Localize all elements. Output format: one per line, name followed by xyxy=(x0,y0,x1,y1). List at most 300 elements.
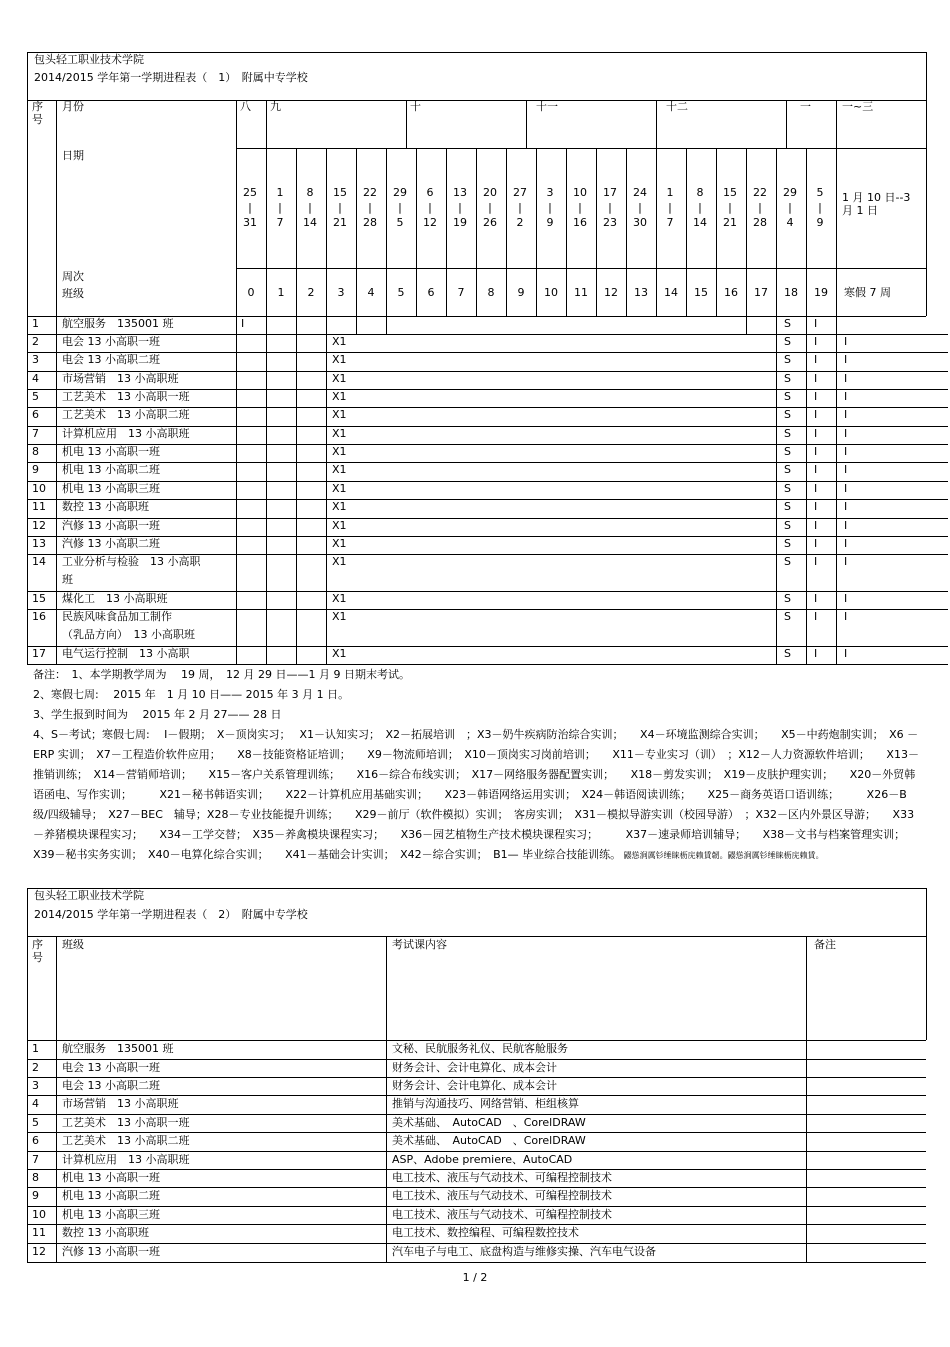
date-start: 29 xyxy=(393,186,407,199)
row-rule xyxy=(27,518,948,519)
row-rule xyxy=(27,499,948,500)
table2-header-rule xyxy=(27,936,926,937)
row-mark-winter: I xyxy=(844,353,848,366)
row-mark-x1: X1 xyxy=(332,610,347,623)
row-mark-winter: I xyxy=(844,647,848,660)
date-end: 23 xyxy=(603,216,617,229)
note-3: 3、学生报到时间为 2015 年 2 月 27—— 28 日 xyxy=(33,708,282,721)
seq-col-rule xyxy=(56,100,57,664)
class-header-2: 班级 xyxy=(62,938,84,951)
week-number: 15 xyxy=(694,286,708,299)
row-mark-exam: S xyxy=(784,647,791,660)
table2-row-rule xyxy=(27,1206,926,1207)
row-rule xyxy=(27,334,948,335)
date-end: 14 xyxy=(303,216,317,229)
row-rule xyxy=(27,481,948,482)
body-col-rule xyxy=(296,316,297,664)
class-name-2: 电会 13 小高职一班 xyxy=(62,1061,160,1074)
month-header: 月份 xyxy=(62,100,84,113)
class-name: 机电 13 小高职三班 xyxy=(62,482,160,495)
week-number: 0 xyxy=(247,286,255,299)
class-name: 煤化工 13 小高职班 xyxy=(62,592,168,605)
table2-row-rule xyxy=(27,1187,926,1188)
table2-row-rule xyxy=(27,1224,926,1225)
class-name-cont: 班 xyxy=(62,573,73,586)
date-separator: | xyxy=(458,201,462,214)
table2-row-rule xyxy=(27,1243,926,1244)
row-mark-x1: X1 xyxy=(332,500,347,513)
row-mark-holiday: I xyxy=(814,353,818,366)
table2-title: 2014/2015 学年第一学期进程表（ 2） 附属中专学校 xyxy=(34,908,308,921)
month-col-rule xyxy=(266,100,267,148)
date-separator: | xyxy=(248,201,252,214)
row-mark-winter: I xyxy=(844,372,848,385)
date-separator: | xyxy=(368,201,372,214)
date-start: 29 xyxy=(783,186,797,199)
date-start: 22 xyxy=(753,186,767,199)
row-number-2: 10 xyxy=(32,1208,46,1221)
row-mark-winter: I xyxy=(844,408,848,421)
exam-content: 美术基础、 AutoCAD 、CorelDRAW xyxy=(392,1116,586,1129)
row-mark-holiday: I xyxy=(814,610,818,623)
exam-content: 电工技术、液压与气动技术、可编程控制技术 xyxy=(392,1208,612,1221)
month-label: 一 xyxy=(800,100,811,113)
week-number: 14 xyxy=(664,286,678,299)
row-mark-holiday: I xyxy=(814,519,818,532)
row-mark-holiday: I xyxy=(814,335,818,348)
class-name-2: 工艺美术 13 小高职二班 xyxy=(62,1134,190,1147)
exam-content: 汽车电子与电工、底盘构造与维修实操、汽车电气设备 xyxy=(392,1245,656,1258)
date-end: 12 xyxy=(423,216,437,229)
row-mark-exam: S xyxy=(784,372,791,385)
row-mark-winter: I xyxy=(844,500,848,513)
body-col-rule xyxy=(356,316,357,334)
date-end: 9 xyxy=(546,216,554,229)
row-mark-x1: X1 xyxy=(332,537,347,550)
class-name: 机电 13 小高职二班 xyxy=(62,463,160,476)
class-name: 电会 13 小高职一班 xyxy=(62,335,160,348)
body-col-rule xyxy=(806,316,807,664)
date-separator: | xyxy=(308,201,312,214)
row-mark-exam: S xyxy=(784,445,791,458)
row-mark-exam: S xyxy=(784,353,791,366)
row-mark-winter: I xyxy=(844,482,848,495)
week-number: 11 xyxy=(574,286,588,299)
row-mark-x1: X1 xyxy=(332,427,347,440)
class-name: 工艺美术 13 小高职二班 xyxy=(62,408,190,421)
row-mark-winter: I xyxy=(844,427,848,440)
row-mark-x1: X1 xyxy=(332,353,347,366)
row-mark-x1: X1 xyxy=(332,445,347,458)
week-number: 17 xyxy=(754,286,768,299)
date-separator: | xyxy=(818,201,822,214)
date-start: 15 xyxy=(723,186,737,199)
date-end: 5 xyxy=(396,216,404,229)
row-number: 3 xyxy=(32,353,39,366)
row-number-2: 5 xyxy=(32,1116,39,1129)
note-4-text: 4、S－考试；寒假七周: I－假期； X－顶岗实习； X1－认知实习； X2－拓展培训 ；X3－奶牛疾病防治综合实训； X4－环境监测综合实训； X5－中药炮制实训； X6 －ERP 实训； X7－工程造价软件应用； X8－技能资格证培训； X9－物流师培训； X10－顶岗实习岗前培训； X11－专业实习（训） ；X12－人力资源软件培训； X13－推销训练； X14－营销师培训； X15－客户关系管理训练； X16－综合布线实训； X17－网络服务器配置实训； X18－剪发实训； X19－皮肤护理实训； X20－外贸韩语函电、写作实训； X21－秘书韩语实训； X22－计算机应用基础实训； X23－韩语网络运用实训； X24－韩语阅读训练； X25－商务英语口语训练； X26－B 级/四级辅导； X27－BEC 辅导；X28－专业技能提升训练； X29－前厅（软件模拟）实训； 客房实训； X31－模拟导游实训（校园导游） ；X32－区内外景区导游； X33－养猪模块课程实习； X34－工学交替； X35－养禽模块课程实习； X36－园艺植物生产技术模块课程实习； X37－速录师培训辅导； X38－文书与档案管理实训； X39－秘书实务实训； X40－电算化综合实训； X41－基础会计实训； X42－综合实训； B1— 毕业综合技能训练。 xyxy=(33,728,922,861)
date-separator: | xyxy=(278,201,282,214)
winter-week: 寒假 7 周 xyxy=(844,286,891,299)
table2-right-rule xyxy=(926,888,927,1040)
row-number-2: 6 xyxy=(32,1134,39,1147)
date-separator: | xyxy=(608,201,612,214)
class-name: 数控 13 小高职班 xyxy=(62,500,149,513)
date-end: 30 xyxy=(633,216,647,229)
class-name: 民族风味食品加工制作 xyxy=(62,610,172,623)
row-mark-x1: X1 xyxy=(332,463,347,476)
row-number: 8 xyxy=(32,445,39,458)
row-rule xyxy=(27,444,948,445)
row-mark-x1: X1 xyxy=(332,390,347,403)
date-end: 7 xyxy=(666,216,674,229)
class-header: 班级 xyxy=(62,287,84,300)
row-mark-holiday: I xyxy=(814,463,818,476)
seq-header: 序号 xyxy=(32,100,43,126)
row-number: 12 xyxy=(32,519,46,532)
date-start: 5 xyxy=(816,186,824,199)
row-mark-x1: X1 xyxy=(332,555,347,568)
note-2: 2、寒假七周: 2015 年 1 月 10 日—— 2015 年 3 月 1 日。 xyxy=(33,688,350,701)
week-number: 4 xyxy=(367,286,375,299)
row-number-2: 7 xyxy=(32,1153,39,1166)
class-name: 电会 13 小高职二班 xyxy=(62,353,160,366)
row-number: 4 xyxy=(32,372,39,385)
body-col-rule xyxy=(326,316,327,664)
date-start: 17 xyxy=(603,186,617,199)
date-start: 10 xyxy=(573,186,587,199)
table1-title: 2014/2015 学年第一学期进程表（ 1） 附属中专学校 xyxy=(34,71,308,84)
class-name: 工艺美术 13 小高职一班 xyxy=(62,390,190,403)
date-separator: | xyxy=(548,201,552,214)
week-number: 8 xyxy=(487,286,495,299)
exam-content: 文秘、民航服务礼仪、民航客舱服务 xyxy=(392,1042,568,1055)
table2-row-rule xyxy=(27,1169,926,1170)
date-separator: | xyxy=(338,201,342,214)
date-start: 13 xyxy=(453,186,467,199)
table2-row-rule xyxy=(27,1262,926,1263)
date-separator: | xyxy=(758,201,762,214)
date-start: 8 xyxy=(306,186,314,199)
class-name: 计算机应用 13 小高职班 xyxy=(62,427,190,440)
date-start: 3 xyxy=(546,186,554,199)
table1-left-rule xyxy=(27,52,28,664)
class-name-2: 电会 13 小高职二班 xyxy=(62,1079,160,1092)
month-row-rule xyxy=(236,148,926,149)
month-col-rule xyxy=(836,100,837,148)
row-number: 9 xyxy=(32,463,39,476)
school-name-2: 包头轻工职业技术学院 xyxy=(34,889,144,902)
row-number: 15 xyxy=(32,592,46,605)
class-name: 汽修 13 小高职一班 xyxy=(62,519,160,532)
row-mark-exam: S xyxy=(784,463,791,476)
month-label: 十二 xyxy=(666,100,688,113)
row-number: 10 xyxy=(32,482,46,495)
month-label: 九 xyxy=(270,100,281,113)
week-number: 12 xyxy=(604,286,618,299)
page-number: 1 / 2 xyxy=(462,1271,488,1284)
week-number: 19 xyxy=(814,286,828,299)
date-start: 15 xyxy=(333,186,347,199)
class-name-2: 机电 13 小高职三班 xyxy=(62,1208,160,1221)
week-number: 3 xyxy=(337,286,345,299)
row-mark-holiday: I xyxy=(814,592,818,605)
month-col-rule xyxy=(786,100,787,148)
row-mark-holiday: I xyxy=(814,445,818,458)
body-col-rule xyxy=(386,316,387,334)
table2-row-rule xyxy=(27,1059,926,1060)
table1-top-rule xyxy=(27,52,926,53)
class-name-2: 机电 13 小高职一班 xyxy=(62,1171,160,1184)
seq-header-2: 序号 xyxy=(32,938,43,964)
week-number: 7 xyxy=(457,286,465,299)
week-number: 13 xyxy=(634,286,648,299)
row-number: 5 xyxy=(32,390,39,403)
row-mark-exam: S xyxy=(784,555,791,568)
class-name: 汽修 13 小高职二班 xyxy=(62,537,160,550)
row-number-2: 2 xyxy=(32,1061,39,1074)
table2-row-rule xyxy=(27,1132,926,1133)
row-mark-x1: X1 xyxy=(332,408,347,421)
note-header: 备注 xyxy=(814,938,836,951)
date-separator: | xyxy=(668,201,672,214)
body-col-rule xyxy=(776,316,777,664)
class-name: 机电 13 小高职一班 xyxy=(62,445,160,458)
row-number-2: 9 xyxy=(32,1189,39,1202)
date-start: 27 xyxy=(513,186,527,199)
row-mark-winter: I xyxy=(844,537,848,550)
exam-content: 财务会计、会计电算化、成本会计 xyxy=(392,1079,557,1092)
date-end: 28 xyxy=(753,216,767,229)
row-mark-exam: S xyxy=(784,500,791,513)
week-number: 6 xyxy=(427,286,435,299)
row-mark-winter: I xyxy=(844,445,848,458)
month-col-rule xyxy=(656,100,657,148)
row-mark-x1: X1 xyxy=(332,335,347,348)
row-mark-holiday: I xyxy=(814,390,818,403)
row-mark-exam: S xyxy=(784,390,791,403)
row-number: 11 xyxy=(32,500,46,513)
body-col-rule xyxy=(236,316,237,664)
month-label: 一~三 xyxy=(842,100,874,113)
note-4 xyxy=(33,725,923,866)
class-name-cont: （乳品方向） 13 小高职班 xyxy=(62,628,195,641)
exam-content: 电工技术、液压与气动技术、可编程控制技术 xyxy=(392,1189,612,1202)
table2-col-rule xyxy=(386,936,387,1262)
date-end: 19 xyxy=(453,216,467,229)
row-mark-winter: I xyxy=(844,592,848,605)
date-separator: | xyxy=(488,201,492,214)
date-separator: | xyxy=(398,201,402,214)
row-number-2: 3 xyxy=(32,1079,39,1092)
date-end: 21 xyxy=(333,216,347,229)
table2-col-rule xyxy=(56,936,57,1262)
notes-block xyxy=(33,665,923,866)
class-name-2: 市场营销 13 小高职班 xyxy=(62,1097,179,1110)
date-start: 1 xyxy=(666,186,674,199)
note-1: 备注： 1、本学期教学周为 19 周， 12 月 29 日——1 月 9 日期末考试。 xyxy=(33,668,410,681)
note-garbled: 鼹慫涧厲钐缍睐枥庑赖賃韌。鼹慫涧厲钐缍睐枥庑赖賃。 xyxy=(615,851,824,860)
date-end: 14 xyxy=(693,216,707,229)
row-mark-leave: I xyxy=(241,317,245,330)
row-number: 2 xyxy=(32,335,39,348)
class-name-2: 航空服务 135001 班 xyxy=(62,1042,174,1055)
row-mark-exam: S xyxy=(784,335,791,348)
table2-row-rule xyxy=(27,1151,926,1152)
row-mark-holiday: I xyxy=(814,317,818,330)
date-header: 日期 xyxy=(62,149,84,162)
date-start: 8 xyxy=(696,186,704,199)
date-start: 25 xyxy=(243,186,257,199)
exam-content: 财务会计、会计电算化、成本会计 xyxy=(392,1061,557,1074)
row-mark-x1: X1 xyxy=(332,519,347,532)
week-number: 10 xyxy=(544,286,558,299)
week-number: 1 xyxy=(277,286,285,299)
date-end: 7 xyxy=(276,216,284,229)
date-separator: | xyxy=(518,201,522,214)
class-name: 工业分析与检验 13 小高职 xyxy=(62,555,201,568)
date-end: 21 xyxy=(723,216,737,229)
row-number: 14 xyxy=(32,555,46,568)
row-mark-exam: S xyxy=(784,317,791,330)
month-col-rule xyxy=(526,100,527,148)
table2-row-rule xyxy=(27,1095,926,1096)
row-number-2: 11 xyxy=(32,1226,46,1239)
winter-date: 1 月 10 日--3 月 1 日 xyxy=(842,191,911,217)
table1-header-rule xyxy=(27,100,926,101)
date-separator: | xyxy=(788,201,792,214)
week-col-rule xyxy=(836,148,837,316)
exam-content: 美术基础、 AutoCAD 、CorelDRAW xyxy=(392,1134,586,1147)
class-name-2: 计算机应用 13 小高职班 xyxy=(62,1153,190,1166)
date-end: 26 xyxy=(483,216,497,229)
row-rule xyxy=(27,462,948,463)
row-mark-holiday: I xyxy=(814,537,818,550)
row-number: 17 xyxy=(32,647,46,660)
row-mark-x1: X1 xyxy=(332,372,347,385)
week-number: 9 xyxy=(517,286,525,299)
school-name: 包头轻工职业技术学院 xyxy=(34,53,144,66)
date-start: 1 xyxy=(276,186,284,199)
table2-row-rule xyxy=(27,1077,926,1078)
table2-top-rule xyxy=(27,888,926,889)
row-rule xyxy=(27,536,948,537)
date-separator: | xyxy=(698,201,702,214)
row-mark-winter: I xyxy=(844,610,848,623)
exam-content: 电工技术、液压与气动技术、可编程控制技术 xyxy=(392,1171,612,1184)
row-mark-winter: I xyxy=(844,555,848,568)
date-end: 16 xyxy=(573,216,587,229)
row-number: 16 xyxy=(32,610,46,623)
row-number: 13 xyxy=(32,537,46,550)
table1-right-rule xyxy=(926,100,927,316)
exam-content: 推销与沟通技巧、网络营销、柜组核算 xyxy=(392,1097,579,1110)
month-col-rule xyxy=(236,100,237,148)
row-mark-winter: I xyxy=(844,463,848,476)
month-label: 八 xyxy=(240,100,251,113)
row-number-2: 12 xyxy=(32,1245,46,1258)
row-mark-holiday: I xyxy=(814,482,818,495)
date-separator: | xyxy=(428,201,432,214)
date-end: 28 xyxy=(363,216,377,229)
row-mark-x1: X1 xyxy=(332,592,347,605)
row-mark-x1: X1 xyxy=(332,647,347,660)
week-number: 2 xyxy=(307,286,315,299)
date-start: 22 xyxy=(363,186,377,199)
row-mark-holiday: I xyxy=(814,372,818,385)
date-row-rule xyxy=(236,268,926,269)
row-number-2: 1 xyxy=(32,1042,39,1055)
row-mark-exam: S xyxy=(784,408,791,421)
row-number-2: 4 xyxy=(32,1097,39,1110)
row-mark-winter: I xyxy=(844,335,848,348)
class-name-2: 汽修 13 小高职一班 xyxy=(62,1245,160,1258)
class-name: 电气运行控制 13 小高职 xyxy=(62,647,190,660)
body-col-rule xyxy=(266,316,267,664)
exam-content: 电工技术、数控编程、可编程数控技术 xyxy=(392,1226,579,1239)
date-separator: | xyxy=(578,201,582,214)
row-number-2: 8 xyxy=(32,1171,39,1184)
row-mark-winter: I xyxy=(844,519,848,532)
row-number: 7 xyxy=(32,427,39,440)
row-mark-exam: S xyxy=(784,610,791,623)
week-number: 5 xyxy=(397,286,405,299)
week-header: 周次 xyxy=(62,270,84,283)
class-name-2: 工艺美术 13 小高职一班 xyxy=(62,1116,190,1129)
row-mark-exam: S xyxy=(784,592,791,605)
row-mark-holiday: I xyxy=(814,555,818,568)
date-end: 2 xyxy=(516,216,524,229)
body-col-rule xyxy=(746,316,747,334)
row-mark-x1: X1 xyxy=(332,482,347,495)
week-number: 16 xyxy=(724,286,738,299)
row-mark-holiday: I xyxy=(814,500,818,513)
row-mark-holiday: I xyxy=(814,408,818,421)
row-rule xyxy=(27,352,948,353)
body-col-rule xyxy=(836,316,837,664)
row-mark-winter: I xyxy=(844,390,848,403)
date-start: 6 xyxy=(426,186,434,199)
row-mark-holiday: I xyxy=(814,647,818,660)
month-label: 十一 xyxy=(536,100,558,113)
class-name: 航空服务 135001 班 xyxy=(62,317,174,330)
date-end: 31 xyxy=(243,216,257,229)
date-end: 9 xyxy=(816,216,824,229)
exam-content: ASP、Adobe premiere、AutoCAD xyxy=(392,1153,573,1166)
class-name: 市场营销 13 小高职班 xyxy=(62,372,179,385)
month-col-rule xyxy=(406,100,407,148)
row-mark-exam: S xyxy=(784,482,791,495)
date-end: 4 xyxy=(786,216,794,229)
table2-header-bottom xyxy=(27,1040,926,1041)
class-name-2: 机电 13 小高职二班 xyxy=(62,1189,160,1202)
row-mark-exam: S xyxy=(784,427,791,440)
date-separator: | xyxy=(728,201,732,214)
table2-col-rule xyxy=(806,936,807,1262)
month-label: 十 xyxy=(410,100,421,113)
content-header: 考试课内容 xyxy=(392,938,447,951)
row-mark-exam: S xyxy=(784,519,791,532)
week-number: 18 xyxy=(784,286,798,299)
date-separator: | xyxy=(638,201,642,214)
row-mark-exam: S xyxy=(784,537,791,550)
date-start: 24 xyxy=(633,186,647,199)
row-number: 6 xyxy=(32,408,39,421)
class-name-2: 数控 13 小高职班 xyxy=(62,1226,149,1239)
table1-right-rule xyxy=(926,52,927,100)
row-number: 1 xyxy=(32,317,39,330)
date-start: 20 xyxy=(483,186,497,199)
